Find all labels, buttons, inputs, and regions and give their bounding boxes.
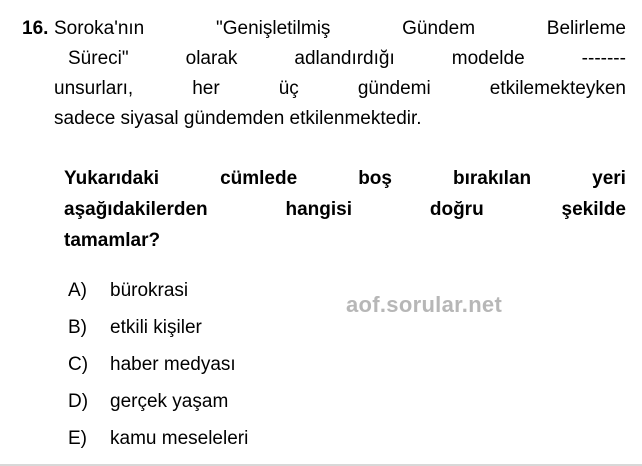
question-stem-line xyxy=(54,44,626,74)
answer-option-a[interactable] xyxy=(68,272,624,309)
option-letter: D) xyxy=(68,391,89,412)
option-text: kamu meseleleri xyxy=(110,428,249,449)
option-text: etkili kişiler xyxy=(110,317,202,338)
stem-word: Süreci" xyxy=(68,48,129,69)
stem-word: unsurları, xyxy=(54,78,134,99)
stem-blank: ------- xyxy=(581,48,626,69)
option-letter: E) xyxy=(68,428,87,449)
stem-word: Soroka'nın xyxy=(54,18,145,39)
answer-option-d[interactable] xyxy=(68,383,624,420)
question-directive xyxy=(64,163,626,256)
option-letter: A) xyxy=(68,280,87,301)
directive-line xyxy=(64,163,626,194)
stem-word: üç xyxy=(278,78,299,99)
option-text: bürokrasi xyxy=(110,280,189,301)
stem-word: etkilemekteyken xyxy=(489,78,626,99)
directive-word: Yukarıdaki xyxy=(64,168,160,189)
stem-word: gündemi xyxy=(357,78,431,99)
question-stem-line xyxy=(54,74,626,104)
directive-line xyxy=(64,194,626,225)
directive-word: yeri xyxy=(592,168,626,189)
directive-word: doğru xyxy=(429,199,484,220)
side-watermark xyxy=(0,387,71,409)
stem-word: Belirleme xyxy=(546,18,626,39)
directive-word: bırakılan xyxy=(452,168,532,189)
stem-word: her xyxy=(192,78,220,99)
directive-word: şekilde xyxy=(561,199,626,220)
question-stem xyxy=(54,14,626,134)
directive-word: hangisi xyxy=(285,199,352,220)
question-header xyxy=(22,14,626,134)
directive-word: aşağıdakilerden xyxy=(64,199,208,220)
question-stem-line: sadece siyasal gündemden etkilenmektedir. xyxy=(54,108,422,129)
question-number: 16. xyxy=(22,18,49,39)
answer-options xyxy=(68,272,624,457)
directive-word: boş xyxy=(358,168,392,189)
answer-option-c[interactable] xyxy=(68,346,624,383)
stem-word: modelde xyxy=(451,48,525,69)
answer-option-e[interactable] xyxy=(68,420,624,457)
option-text: haber medyası xyxy=(110,354,236,375)
answer-option-b[interactable] xyxy=(68,309,624,346)
question-block xyxy=(22,14,626,134)
stem-word: Gündem xyxy=(402,18,476,39)
option-letter: B) xyxy=(68,317,87,338)
stem-word: olarak xyxy=(185,48,238,69)
option-letter: C) xyxy=(68,354,89,375)
question-stem-line xyxy=(54,14,626,44)
directive-line: tamamlar? xyxy=(64,230,161,251)
center-watermark: aof.sorular.net xyxy=(346,292,503,317)
stem-word: "Genişletilmiş xyxy=(215,18,331,39)
directive-word: cümlede xyxy=(220,168,298,189)
option-text: gerçek yaşam xyxy=(110,391,229,412)
stem-word: adlandırdığı xyxy=(294,48,395,69)
